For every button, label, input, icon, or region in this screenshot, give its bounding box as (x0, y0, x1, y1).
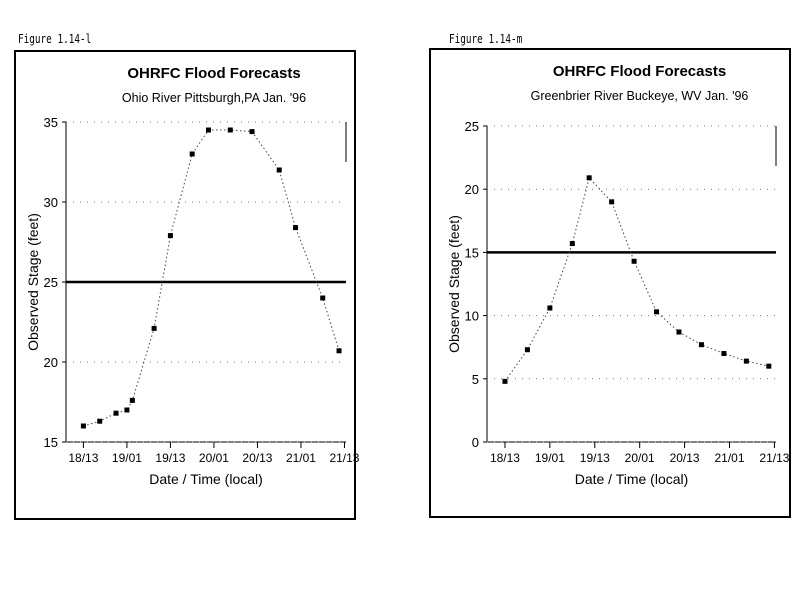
data-point (676, 330, 681, 335)
y-tick-label: 25 (464, 119, 479, 134)
y-tick-label: 30 (43, 195, 58, 210)
data-point (502, 379, 507, 384)
data-point (168, 233, 173, 238)
figure-label-left: Figure 1.14-l (18, 32, 92, 46)
data-point (97, 419, 102, 424)
y-tick-label: 10 (464, 308, 479, 324)
x-axis-label: Date / Time (local) (149, 471, 263, 487)
y-tick-label: 20 (464, 182, 479, 198)
data-point (632, 259, 637, 264)
x-tick-label: 20/13 (242, 451, 273, 465)
x-tick-label: 20/01 (624, 451, 655, 465)
x-tick-label: 21/01 (285, 451, 316, 465)
x-tick-label: 21/13 (759, 451, 790, 465)
data-point (190, 152, 195, 157)
data-point (721, 351, 726, 356)
data-point (228, 128, 233, 133)
data-point (587, 175, 592, 180)
data-point (699, 342, 704, 347)
data-point (320, 296, 325, 301)
x-tick-label: 19/01 (534, 451, 565, 465)
y-tick-label: 20 (43, 355, 58, 370)
x-tick-label: 21/13 (329, 451, 360, 465)
chart-panel-left (14, 50, 360, 520)
data-point (81, 424, 86, 429)
data-point (570, 241, 575, 246)
chart-title: OHRFC Flood Forecasts (552, 63, 727, 80)
y-axis-label: Observed Stage (feet) (446, 215, 462, 353)
chart-subtitle: Greenbrier River Buckeye, WV Jan. '96 (530, 89, 749, 103)
y-tick-label: 15 (464, 245, 479, 261)
data-point (744, 359, 749, 364)
chart-right (431, 50, 789, 516)
x-tick-label: 21/01 (714, 451, 745, 465)
x-tick-label: 19/13 (155, 451, 186, 465)
y-tick-label: 15 (43, 435, 58, 450)
data-point (293, 225, 298, 230)
x-tick-label: 19/01 (111, 451, 142, 465)
x-tick-label: 20/01 (198, 451, 229, 465)
x-tick-label: 18/13 (68, 451, 99, 465)
data-point (152, 326, 157, 331)
x-axis-label: Date / Time (local) (574, 471, 689, 487)
y-axis-label: Observed Stage (feet) (25, 213, 41, 351)
series-line (505, 178, 769, 381)
y-tick-label: 35 (43, 115, 58, 130)
data-point (525, 347, 530, 352)
data-point (337, 348, 342, 353)
data-point (124, 408, 129, 413)
data-point (766, 364, 771, 369)
data-point (250, 129, 255, 134)
chart-title: OHRFC Flood Forecasts (127, 65, 301, 82)
data-point (609, 199, 614, 204)
y-tick-label: 0 (471, 435, 479, 450)
data-point (547, 306, 552, 311)
data-point (206, 128, 211, 133)
chart-left (16, 52, 360, 518)
chart-subtitle: Ohio River Pittsburgh,PA Jan. '96 (121, 91, 307, 105)
x-tick-label: 18/13 (489, 451, 520, 465)
data-point (277, 168, 282, 173)
y-tick-label: 5 (471, 371, 479, 387)
data-point (130, 398, 135, 403)
chart-panel-right (429, 48, 791, 518)
x-tick-label: 19/13 (579, 451, 610, 465)
series-line (83, 130, 339, 426)
y-tick-label: 25 (43, 275, 58, 290)
figure-label-right: Figure 1.14-m (449, 32, 523, 46)
data-point (114, 411, 119, 416)
data-point (654, 309, 659, 314)
x-tick-label: 20/13 (669, 451, 700, 465)
